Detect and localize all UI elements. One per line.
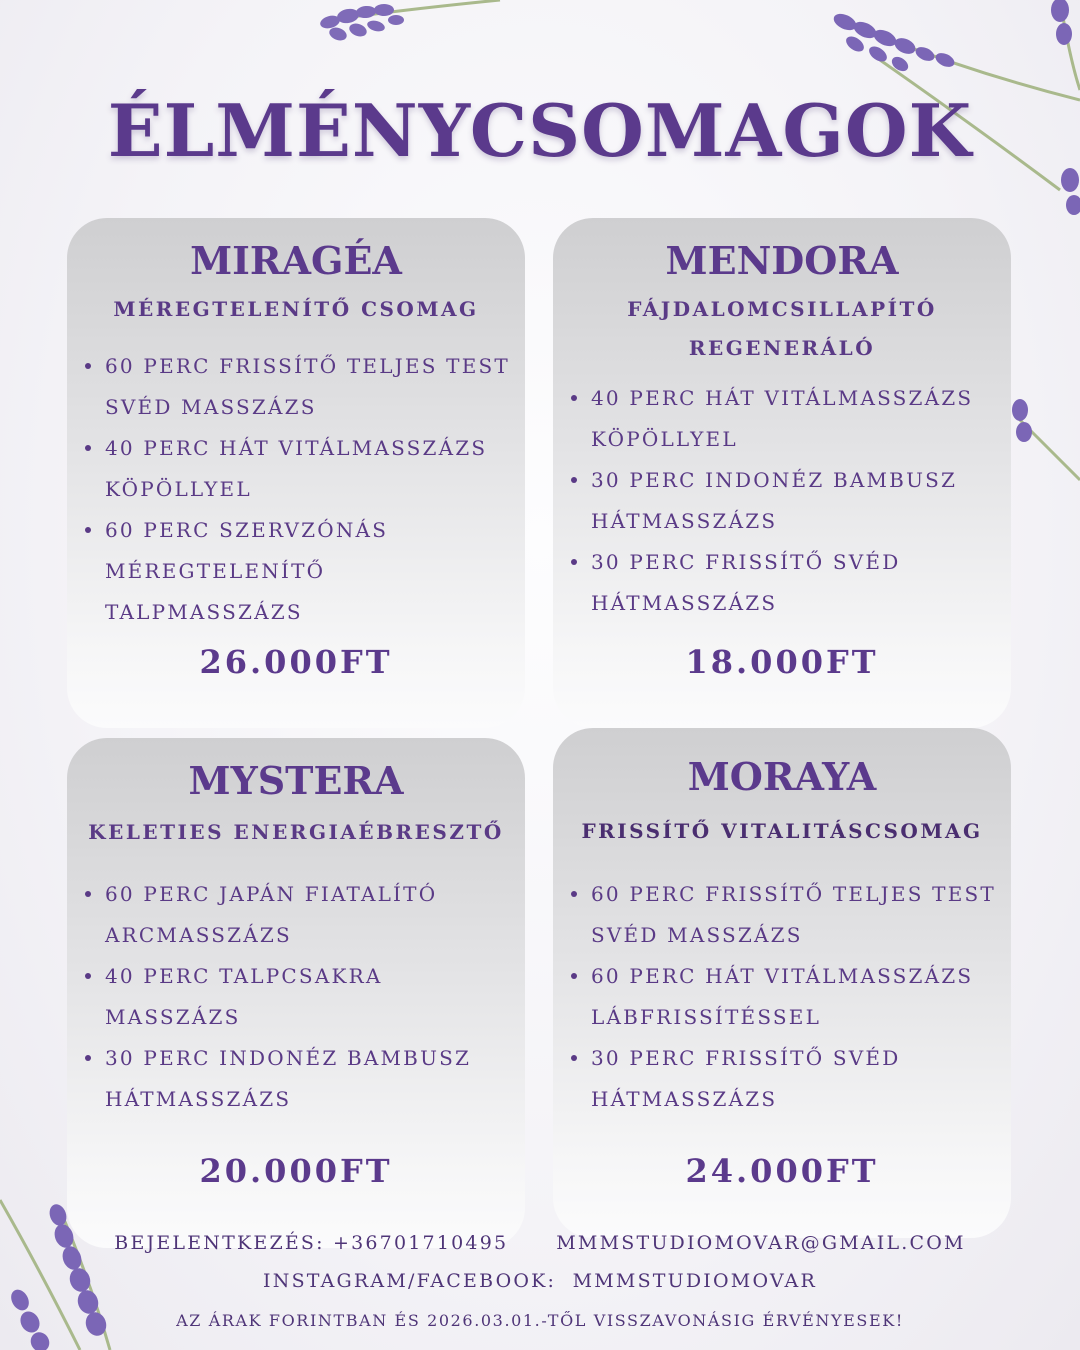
package-card-miragea	[67, 218, 525, 728]
package-card-moraya	[553, 728, 1011, 1238]
package-price: 26.000FT	[199, 643, 393, 681]
package-items	[83, 874, 519, 1120]
package-subtitle-line: FÁJDALOMCSILLAPÍTÓ	[627, 297, 937, 321]
package-card-mendora	[553, 218, 1011, 728]
package-item: 40 PERC HÁT VITÁLMASSZÁZS KÖPÖLLYEL	[569, 378, 1005, 460]
package-name: MORAYA	[687, 754, 877, 799]
package-subtitle	[553, 812, 1011, 851]
package-item: 60 PERC SZERVZÓNÁS MÉREGTELENÍTŐ TALPMASSZÁZS	[83, 510, 519, 633]
package-item: 30 PERC INDONÉZ BAMBUSZ HÁTMASSZÁZS	[569, 460, 1005, 542]
package-name: MIRAGÉA	[190, 238, 402, 283]
package-subtitle	[67, 813, 525, 852]
package-items	[83, 346, 519, 633]
package-subtitle	[67, 290, 525, 329]
package-card-mystera	[67, 738, 525, 1248]
package-price: 24.000FT	[685, 1152, 879, 1190]
package-name: MENDORA	[665, 238, 899, 283]
package-subtitle-line: KELETIES ENERGIAÉBRESZTŐ	[88, 820, 504, 844]
package-price: 20.000FT	[199, 1152, 393, 1190]
contact-email[interactable]: MMMSTUDIOMOVAR@GMAIL.COM	[556, 1232, 966, 1254]
package-items	[569, 874, 1005, 1120]
package-item: 60 PERC HÁT VITÁLMASSZÁZS LÁBFRISSÍTÉSSEL	[569, 956, 1005, 1038]
package-item: 30 PERC FRISSÍTŐ SVÉD HÁTMASSZÁZS	[569, 542, 1005, 624]
price-validity-note: AZ ÁRAK FORINTBAN ÉS 2026.03.01.-TŐL VISSZAVONÁSIG ÉRVÉNYESEK!	[176, 1311, 904, 1330]
package-item: 30 PERC FRISSÍTŐ SVÉD HÁTMASSZÁZS	[569, 1038, 1005, 1120]
package-item: 60 PERC JAPÁN FIATALÍTÓ ARCMASSZÁZS	[83, 874, 519, 956]
package-item: 40 PERC TALPCSAKRA MASSZÁZS	[83, 956, 519, 1038]
package-name: MYSTERA	[188, 758, 404, 803]
package-price: 18.000FT	[685, 643, 879, 681]
package-subtitle-line: MÉREGTELENÍTŐ CSOMAG	[113, 297, 479, 321]
booking-phone[interactable]: BEJELENTKEZÉS: +36701710495	[114, 1232, 509, 1254]
page-title: ÉLMÉNYCSOMAGOK	[107, 88, 973, 173]
social-handle[interactable]: INSTAGRAM/FACEBOOK: MMMSTUDIOMOVAR	[263, 1270, 817, 1292]
contact-line	[0, 1232, 1080, 1254]
lavender-right-side	[1012, 399, 1080, 480]
lavender-top-center	[319, 0, 500, 43]
package-subtitle-line: FRISSÍTŐ VITALITÁSCSOMAG	[581, 819, 983, 843]
package-items	[569, 378, 1005, 624]
package-item: 60 PERC FRISSÍTŐ TELJES TEST SVÉD MASSZÁZS	[569, 874, 1005, 956]
package-item: 40 PERC HÁT VITÁLMASSZÁZS KÖPÖLLYEL	[83, 428, 519, 510]
package-subtitle-line: REGENERÁLÓ	[688, 336, 876, 360]
package-item: 60 PERC FRISSÍTŐ TELJES TEST SVÉD MASSZÁZS	[83, 346, 519, 428]
package-subtitle	[553, 290, 1011, 368]
package-item: 30 PERC INDONÉZ BAMBUSZ HÁTMASSZÁZS	[83, 1038, 519, 1120]
